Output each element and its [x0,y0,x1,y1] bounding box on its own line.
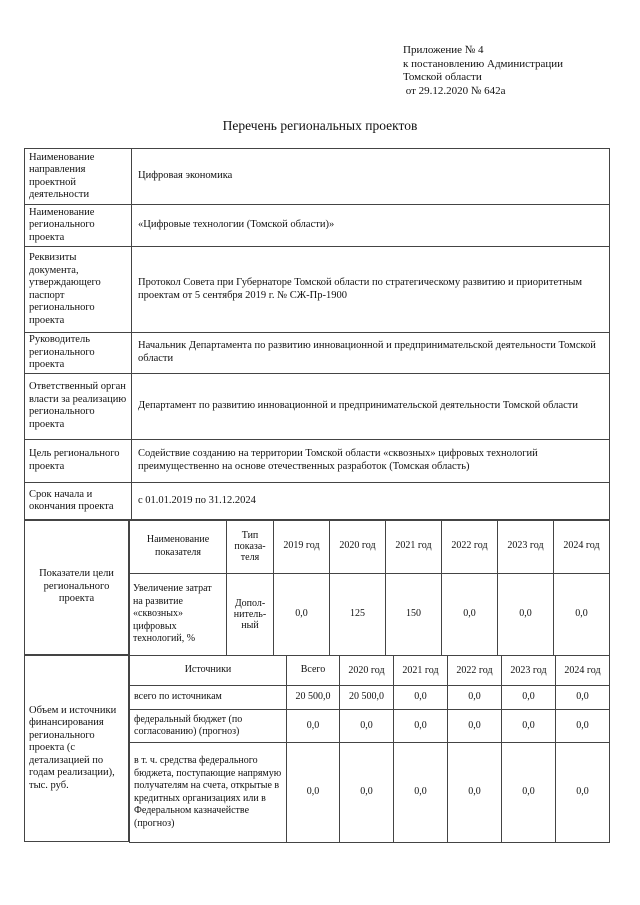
value-cell: 0,0 [442,574,498,656]
header-cell: 2020 год [340,656,394,686]
header-cell: 2021 год [386,520,442,574]
row-label: Руководитель регионального проекта [25,333,132,374]
value-cell: 0,0 [554,574,610,656]
page-title: Перечень региональных проектов [222,118,418,133]
appendix-line: Приложение № 4 [403,44,484,56]
row-label: Реквизиты документа, утверждающего паспорт регионального проекта [25,247,132,333]
indicators-table [129,519,610,656]
value-cell: 0,0 [340,710,394,743]
header-cell: 2022 год [442,520,498,574]
value-cell: 0,0 [502,686,556,710]
table-row [25,247,610,333]
value-cell: 125 [330,574,386,656]
table-row [25,333,610,374]
value-cell: 20 500,0 [287,686,340,710]
header-cell: Тип показа-теля [227,520,274,574]
appendix-line: к постановлению Администрации [403,57,564,70]
header-cell: 2023 год [502,656,556,686]
table-row [25,149,610,205]
project-passport-table [24,148,610,521]
row-label: Наименование регионального проекта [25,205,132,247]
financing-label: Объем и источники финансирования регионального проекта (с детализацией по годам реализации), тыс. руб. [24,655,129,842]
row-label: Наименование направления проектной деятельности [25,149,132,205]
indicator-type: Допол-нитель-ный [227,574,274,656]
row-value: с 01.01.2019 по 31.12.2024 [132,482,610,520]
header-cell: 2019 год [274,520,330,574]
row-value: Департамент по развитию инновационной и предпринимательской деятельности Томской области [132,373,610,439]
table-row [130,574,610,656]
appendix-line: Томской области [403,71,482,83]
row-label: Ответственный орган власти за реализацию регионального проекта [25,373,132,439]
table-row [130,686,610,710]
table-row [130,710,610,743]
value-cell: 150 [386,574,442,656]
row-value: Цифровая экономика [132,149,610,205]
table-row [130,656,610,686]
header-cell: Всего [287,656,340,686]
value-cell: 0,0 [556,743,610,843]
row-value: «Цифровые технологии (Томской области)» [132,205,610,247]
row-value: Содействие созданию на территории Томской области «сквозных» цифровых технологий преимущественно на основе отечественных разработок (Томская область) [132,439,610,482]
value-cell: 0,0 [287,710,340,743]
indicator-name: Увеличение затрат на развитие «сквозных» цифровых технологий, % [130,574,227,656]
value-cell: 20 500,0 [340,686,394,710]
header-cell: 2021 год [394,656,448,686]
header-cell: 2020 год [330,520,386,574]
table-row [25,482,610,520]
value-cell: 0,0 [502,743,556,843]
header-cell: Наименование показателя [130,520,227,574]
row-label: Цель регионального проекта [25,439,132,482]
value-cell: 0,0 [498,574,554,656]
indicators-label: Показатели цели регионального проекта [24,519,129,655]
value-cell: 0,0 [394,686,448,710]
value-cell: 0,0 [394,710,448,743]
table-row [130,520,610,574]
header-cell: 2023 год [498,520,554,574]
value-cell: 0,0 [340,743,394,843]
row-label: Срок начала и окончания проекта [25,482,132,520]
value-cell: 0,0 [448,743,502,843]
value-cell: 0,0 [556,710,610,743]
source-cell: в т. ч. средства федерального бюджета, поступающие напрямую получателям на счета, открытые в кредитных организациях или в Федеральном казначействе (прогноз) [130,743,287,843]
value-cell: 0,0 [274,574,330,656]
source-cell: всего по источникам [130,686,287,710]
header-cell: 2022 год [448,656,502,686]
table-row [25,205,610,247]
value-cell: 0,0 [287,743,340,843]
header-cell: 2024 год [554,520,610,574]
table-row [25,439,610,482]
value-cell: 0,0 [394,743,448,843]
appendix-line: от 29.12.2020 № 642а [403,84,506,97]
value-cell: 0,0 [502,710,556,743]
table-row [25,373,610,439]
table-row [130,743,610,843]
appendix-note [403,44,563,98]
source-cell: федеральный бюджет (по согласованию) (прогноз) [130,710,287,743]
value-cell: 0,0 [556,686,610,710]
header-cell: 2024 год [556,656,610,686]
row-value: Протокол Совета при Губернаторе Томской области по стратегическому развитию и приоритетным проектам от 5 сентября 2019 г. № СЖ-Пр-1900 [132,247,610,333]
financing-table [129,655,610,843]
header-cell: Источники [130,656,287,686]
value-cell: 0,0 [448,686,502,710]
value-cell: 0,0 [448,710,502,743]
row-value: Начальник Департамента по развитию инновационной и предпринимательской деятельности Томской области [132,333,610,374]
